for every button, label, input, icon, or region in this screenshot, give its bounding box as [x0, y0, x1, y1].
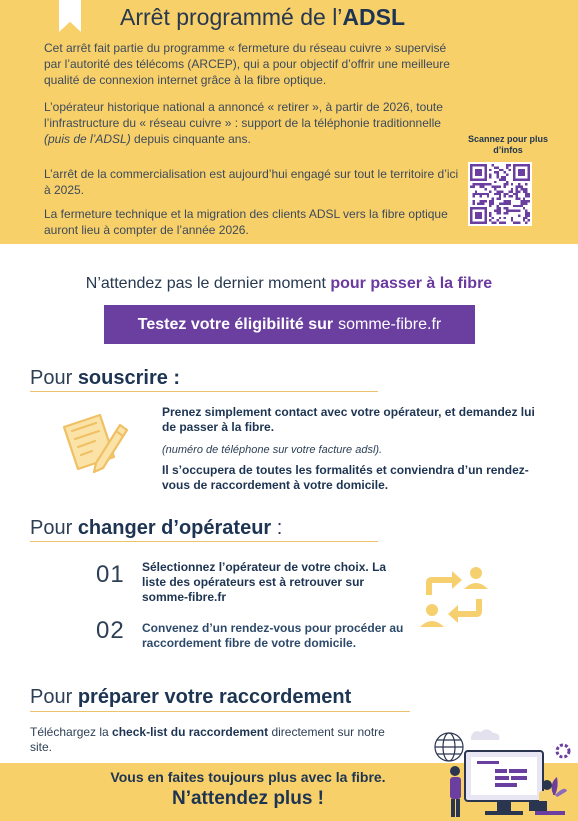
intro-paragraph-4: La fermeture technique et la migration des clients ADSL vers la fibre optique auront lieu à compter de l’année 2026.: [44, 207, 448, 237]
qr-label: Scannez pour plus d’infos: [467, 134, 548, 155]
souscrire-intro: Prenez simplement contact avec votre opérateur, et demandez lui de passer à la fibre.: [162, 405, 535, 434]
souscrire-outro: Il s’occupera de toutes les formalités et conviendra d’un rendez-vous de raccordement à votre domicile.: [162, 463, 529, 492]
intro-paragraph-1: Cet arrêt fait partie du programme « fermeture du réseau cuivre » supervisé par l’autorité des télécoms (ARCEP), qui a pour objectif d’offrir une meilleure qualité de connexion internet grâce à la fibre optique.: [44, 41, 450, 87]
souscrire-note: (numéro de téléphone sur votre facture adsl).: [162, 444, 383, 456]
eligibility-test-button[interactable]: Testez votre éligibilité sur somme-fibre.fr: [104, 305, 475, 344]
step-number: 01: [96, 561, 125, 588]
step-number: 02: [96, 617, 125, 644]
document-pen-icon: [50, 405, 132, 480]
checklist-link[interactable]: check-list du raccordement: [112, 725, 269, 739]
eligibility-heading: N’attendez pas le dernier moment pour passer à la fibre: [85, 275, 493, 292]
intro-paragraph-2: L’opérateur historique national a annoncé « retirer », à partir de 2026, toute l’infrastructure du « réseau cuivre » : support de la téléphonie traditionnelle (puis de l’ADSL) depuis cinquante ans.: [44, 100, 443, 146]
section-title-souscrire: Pour souscrire :: [30, 367, 181, 389]
footer-tagline: Vous en faites toujours plus avec la fibre.: [110, 769, 386, 785]
section-title-preparer: Pour préparer votre raccordement: [30, 686, 352, 708]
section-divider: [30, 711, 410, 712]
section-divider: [30, 541, 378, 542]
checklist-text: Téléchargez la check-list du raccordement directement sur notre site.: [30, 725, 385, 754]
switch-operator-icon: [418, 565, 492, 635]
section-title-changer: Pour changer d’opérateur :: [30, 517, 283, 539]
section-divider: [30, 391, 378, 392]
page-title: Arrêt programmé de l’ADSL: [120, 4, 406, 30]
intro-paragraph-3: L’arrêt de la commercialisation est aujourd’hui engagé sur tout le territoire d’ici à 2025.: [44, 167, 459, 197]
footer-call-to-action: N’attendez plus !: [171, 788, 324, 809]
eligibility-url[interactable]: somme-fibre.fr: [338, 315, 442, 333]
computer-illustration-icon: [425, 725, 577, 821]
qr-code-icon[interactable]: [468, 162, 532, 226]
step-text: Convenez d’un rendez-vous pour procéder au raccordement fibre de votre domicile.: [142, 621, 404, 650]
step-text: Sélectionnez l’opérateur de votre choix. La liste des opérateurs est à retrouver sur somme-fibre.fr: [142, 560, 387, 604]
